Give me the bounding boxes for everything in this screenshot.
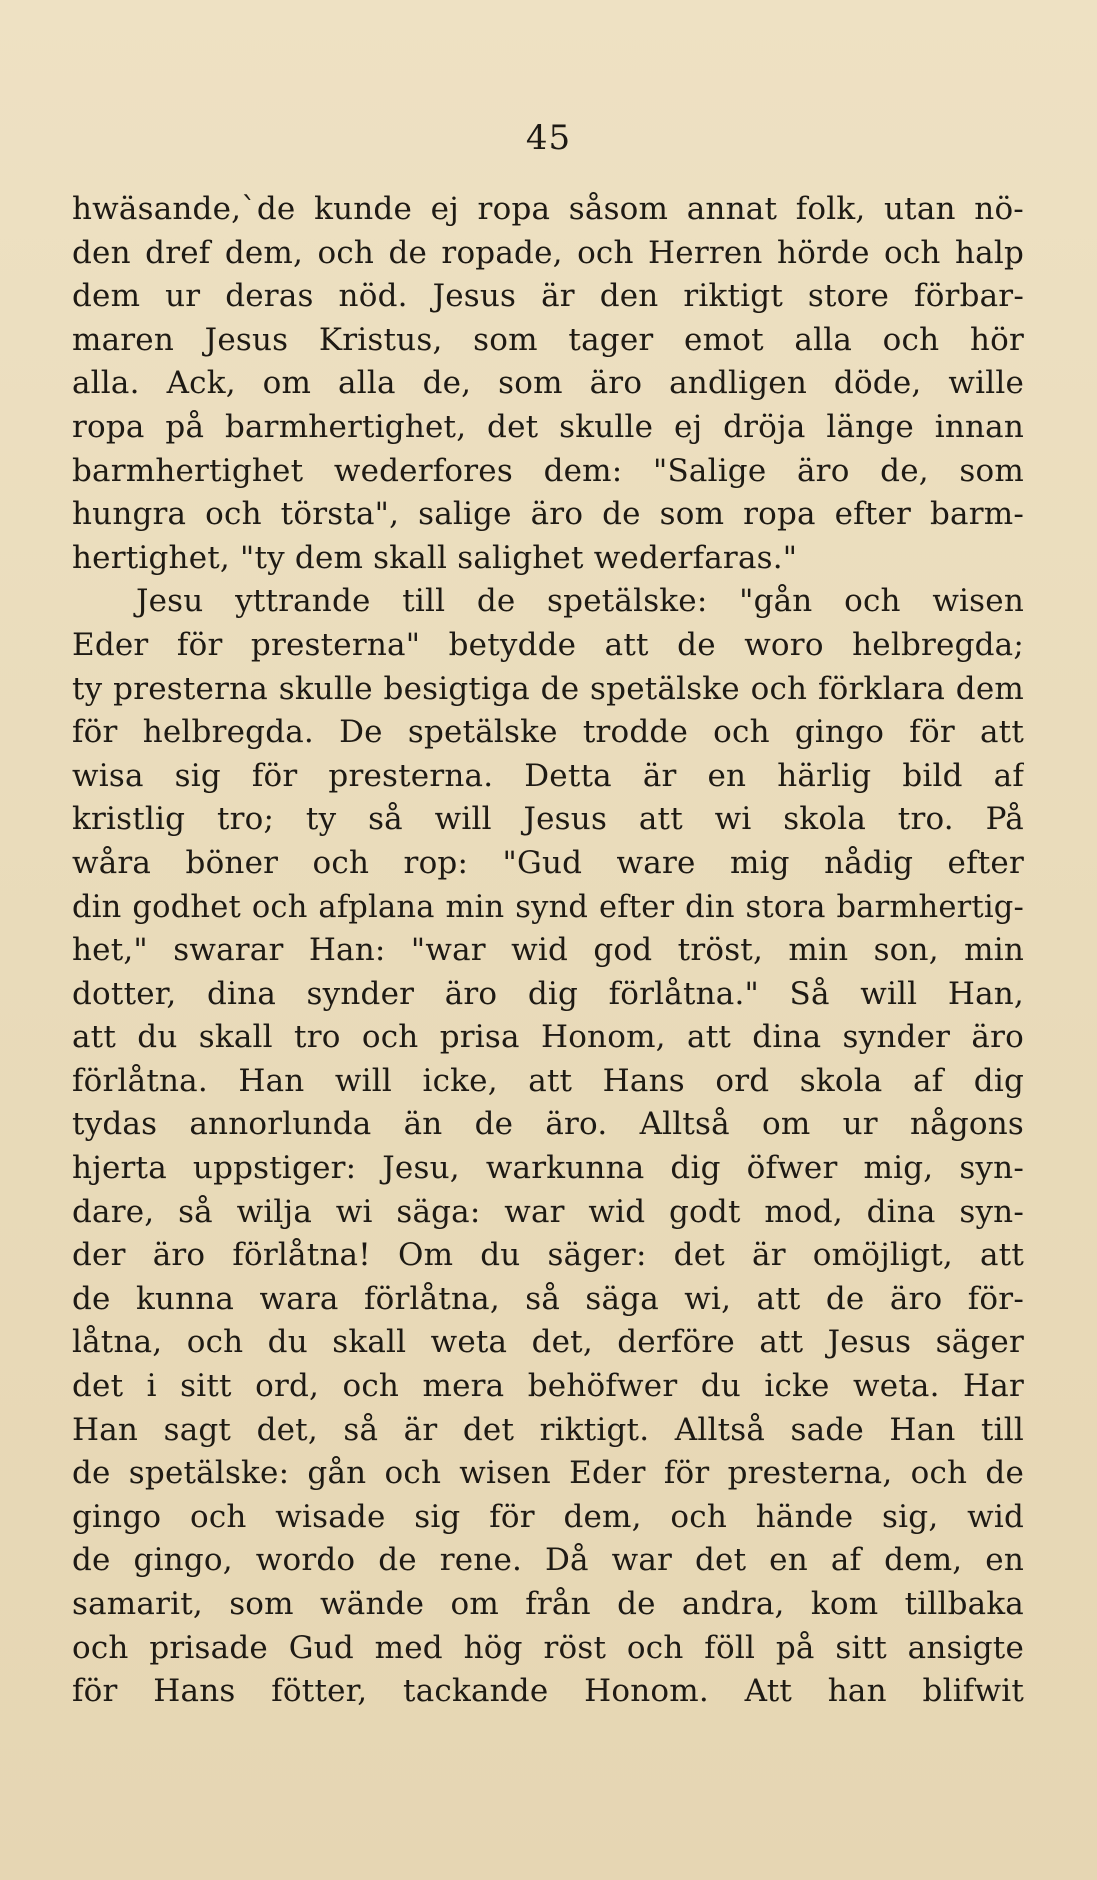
text-line: hertighet, "ty dem skall salighet wederfaras.": [72, 539, 798, 576]
text-line: dem ur deras nöd. Jesus är den riktigt store förbar-: [72, 278, 1024, 315]
text-line: för Hans fötter, tackande Honom. Att han blifwit: [72, 1673, 1024, 1710]
text-line: dare, så wilja wi säga: war wid godt mod, dina syn-: [72, 1193, 1024, 1230]
text-line: wisa sig för presterna. Detta är en härlig bild af: [72, 757, 1024, 794]
text-line: het," swarar Han: "war wid god tröst, min son, min: [72, 932, 1024, 969]
text-line: ty presterna skulle besigtiga de spetälske och förklara dem: [72, 670, 1024, 707]
text-line: gingo och wisade sig för dem, och hände sig, wid: [72, 1498, 1024, 1535]
text-line: de gingo, wordo de rene. Då war det en af dem, en: [72, 1542, 1024, 1579]
text-line: förlåtna. Han will icke, att Hans ord skola af dig: [72, 1062, 1024, 1099]
text-line: hjerta uppstiger: Jesu, warkunna dig öfwer mig, syn-: [72, 1150, 1024, 1187]
text-line: den dref dem, och de ropade, och Herren hörde och halp: [72, 234, 1024, 271]
text-line: maren Jesus Kristus, som tager emot alla och hör: [72, 321, 1024, 358]
page-number: 45: [525, 118, 572, 158]
text-line: de kunna wara förlåtna, så säga wi, att de äro för-: [72, 1280, 1024, 1317]
body-text: [72, 188, 1024, 1714]
text-line: wåra böner och rop: "Gud ware mig nådig efter: [72, 844, 1024, 881]
text-line: och prisade Gud med hög röst och föll på sitt ansigte: [72, 1629, 1024, 1666]
text-line: Eder för presterna" betydde att de woro helbregda;: [72, 626, 1024, 663]
text-line: låtna, och du skall weta det, derföre att Jesus säger: [72, 1324, 1024, 1361]
text-line: Han sagt det, så är det riktigt. Alltså sade Han till: [72, 1411, 1024, 1448]
text-line: barmhertighet wederfores dem: "Salige äro de, som: [72, 452, 1024, 489]
text-line: hwäsande,`de kunde ej ropa såsom annat folk, utan nö-: [72, 191, 1024, 227]
text-line: alla. Ack, om alla de, som äro andligen döde, wille: [72, 365, 1024, 402]
text-line: tydas annorlunda än de äro. Alltså om ur någons: [72, 1106, 1024, 1143]
text-line: der äro förlåtna! Om du säger: det är omöjligt, att: [72, 1237, 1024, 1274]
text-line: ropa på barmhertighet, det skulle ej dröja länge innan: [72, 408, 1024, 445]
text-line: de spetälske: gån och wisen Eder för presterna, och de: [72, 1455, 1024, 1492]
text-line: samarit, som wände om från de andra, kom tillbaka: [72, 1586, 1024, 1622]
text-line: det i sitt ord, och mera behöfwer du icke weta. Har: [72, 1368, 1024, 1405]
text-line: hungra och törsta", salige äro de som ropa efter barm-: [72, 496, 1024, 533]
text-line: kristlig tro; ty så will Jesus att wi skola tro. På: [72, 801, 1024, 838]
text-line: att du skall tro och prisa Honom, att dina synder äro: [72, 1019, 1024, 1056]
text-line: för helbregda. De spetälske trodde och gingo för att: [72, 714, 1024, 751]
text-line: Jesu yttrande till de spetälske: "gån och wisen: [136, 583, 1024, 620]
text-line: dotter, dina synder äro dig förlåtna." Så will Han,: [72, 975, 1024, 1012]
text-line: din godhet och afplana min synd efter din stora barmhertig-: [72, 889, 1024, 925]
